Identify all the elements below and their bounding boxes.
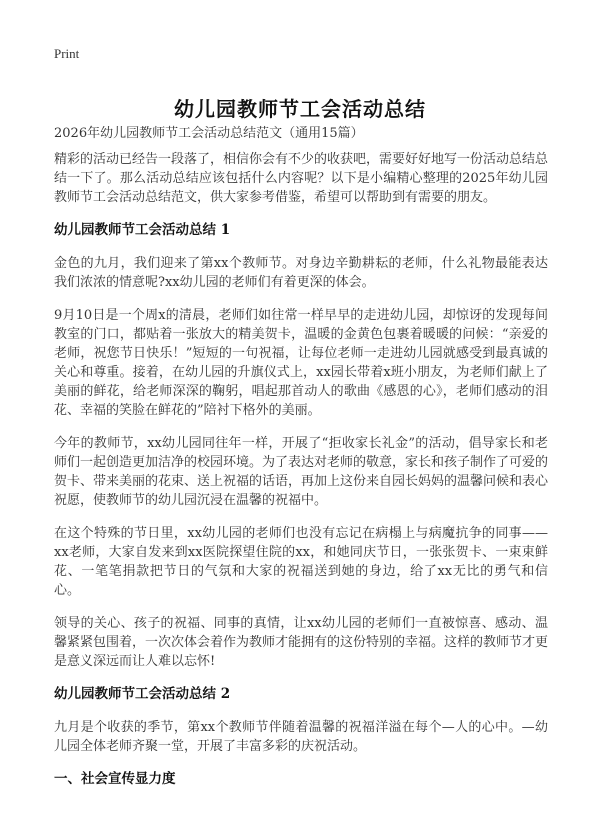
document-content <box>54 150 548 803</box>
document-subtitle: 2026年幼儿园教师节工会活动总结范文（通用15篇） <box>54 126 364 141</box>
section-2-paragraph-1: 九月是个收获的季节，第xx个教师节伴随着温馨的祝福洋溢在每个—人的心中。—幼儿园全体老师齐聚一堂，开展了丰富多彩的庆祝活动。 <box>54 720 548 754</box>
section-1-paragraph-1: 金色的九月，我们迎来了第xx个教师节。对身边辛勤耕耘的老师，什么礼物最能表达我们浓浓的情意呢?xx幼儿园的老师们有着更深的体会。 <box>54 256 548 290</box>
intro-paragraph: 精彩的活动已经告一段落了，相信你会有不少的收获吧，需要好好地写一份活动总结总结一下了。那么活动总结应该包括什么内容呢？以下是小编精心整理的2025年幼儿园教师节工会活动总结范文，供大家参考借鉴，希望可以帮助到有需要的朋友。 <box>54 152 549 205</box>
section-1-paragraph-3: 今年的教师节，xx幼儿园同往年一样，开展了“拒收家长礼金”的活动，倡导家长和老师们一起创造更加洁净的校园环境。为了表达对老师的敬意，家长和孩子制作了可爱的贺卡、带来美丽的花束、送上祝福的话语，再加上这份来自园长妈妈的温馨问候和表心祝愿，使教师节的幼儿园沉浸在温馨的祝福中。 <box>54 436 549 508</box>
print-link[interactable]: Print <box>54 46 80 61</box>
section-1-paragraph-2: 9月10日是一个周x的清晨，老师们如往常一样早早的走进幼儿园，却惊讶的发现每间教室的门口，都贴着一张放大的精美贺卡，温暖的金黄色包裹着暖暖的问候：“亲爱的老师，祝您节日快乐！”短短的一句祝福，让每位老师一走进幼儿园就感受到最真诚的关心和尊重。接着，在幼儿园的升旗仪式上，xx园长带着x班小朋友，为老师们献上了美丽的鲜花，给老师深深的鞠躬，唱起那首动人的歌曲《感恩的心》，老师们感动的泪花、幸福的笑脸在鲜花的”陪衬下格外的美丽。 <box>54 308 548 418</box>
page-title: 幼儿园教师节工会活动总结 <box>174 97 426 122</box>
section-1-paragraph-5: 领导的关心、孩子的祝福、同事的真情，让xx幼儿园的老师们一直被惊喜、感动、温馨紧紧包围着，一次次体会着作为教师才能拥有的这份特别的幸福。这样的教师节才更是意义深远而让人难以忘怀! <box>54 616 549 669</box>
section-heading-2: 幼儿园教师节工会活动总结 2 <box>54 686 231 702</box>
subsection-heading-1: 一、社会宣传显力度 <box>54 771 176 787</box>
section-1-paragraph-4: 在这个特殊的节日里，xx幼儿园的老师们也没有忘记在病榻上与病魔抗争的同事——xx老师，大家自发来到xx医院探望住院的xx，和她同庆节日，一张张贺卡、一束束鲜花、一笔笔捐款把节日的气氛和大家的祝福送到她的身边，给了xx无比的勇气和信心。 <box>54 526 548 598</box>
section-heading-1: 幼儿园教师节工会活动总结 1 <box>54 222 231 238</box>
